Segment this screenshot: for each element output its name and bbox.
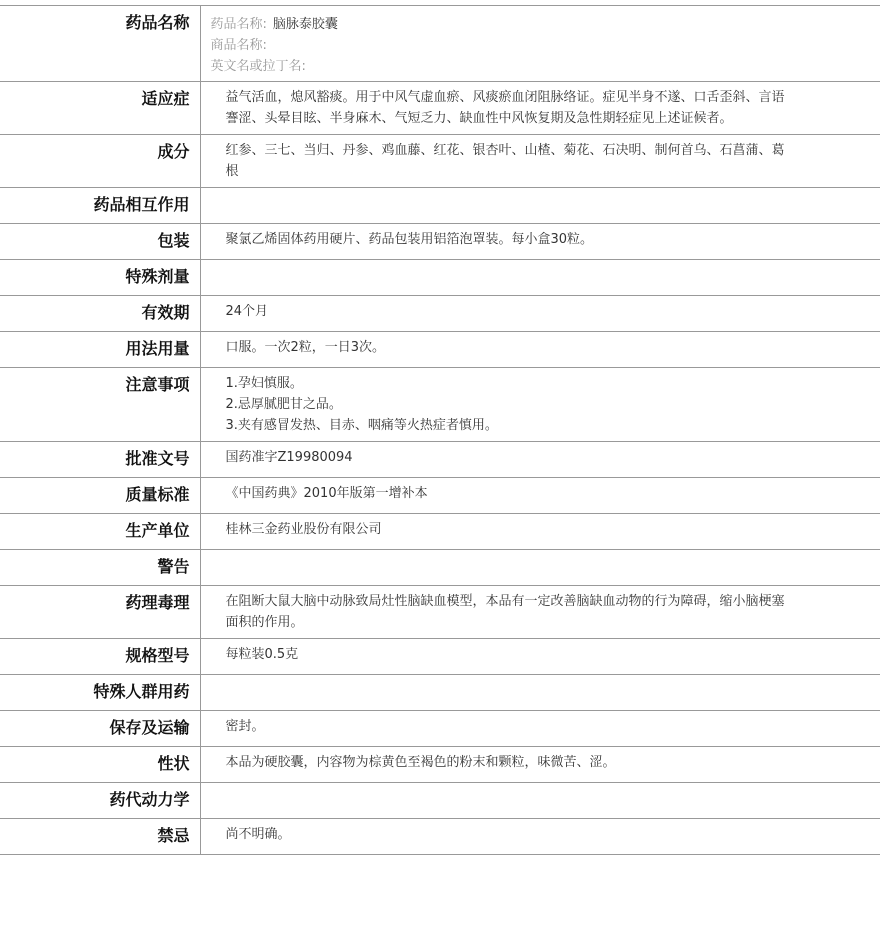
drug-info-rows	[0, 6, 880, 855]
info-row	[0, 586, 880, 639]
field-label: 有效期	[0, 296, 200, 332]
field-value	[200, 224, 880, 260]
info-row	[0, 747, 880, 783]
value-line: 聚氯乙烯固体药用硬片、药品包装用铝箔泡罩装。每小盒30粒。	[225, 232, 594, 247]
info-row	[0, 296, 880, 332]
field-label: 禁忌	[0, 819, 200, 855]
field-label: 注意事项	[0, 368, 200, 442]
name-line-value: 脑脉泰胶囊	[272, 17, 338, 32]
value-line: 红参、三七、当归、丹参、鸡血藤、红花、银杏叶、山楂、菊花、石决明、制何首乌、石菖蒲、葛根	[225, 143, 785, 179]
field-label: 性状	[0, 747, 200, 783]
info-row	[0, 6, 880, 82]
info-row	[0, 514, 880, 550]
info-row	[0, 442, 880, 478]
info-row	[0, 82, 880, 135]
value-line: 桂林三金药业股份有限公司	[225, 522, 382, 537]
field-label: 用法用量	[0, 332, 200, 368]
info-row	[0, 260, 880, 296]
field-label: 批准文号	[0, 442, 200, 478]
info-row	[0, 819, 880, 855]
empty-value	[226, 555, 786, 576]
field-label: 成分	[0, 135, 200, 188]
field-value	[200, 188, 880, 224]
value-line: 2.忌厚腻肥甘之品。	[225, 397, 342, 412]
value-line: 每粒装0.5克	[225, 647, 299, 662]
field-label: 包装	[0, 224, 200, 260]
name-line	[211, 56, 871, 77]
name-line-label: 药品名称:	[210, 17, 267, 32]
field-value	[200, 639, 880, 675]
field-value	[200, 6, 880, 82]
name-line-label: 英文名或拉丁名:	[210, 59, 306, 74]
field-value	[200, 260, 880, 296]
field-label: 警告	[0, 550, 200, 586]
field-label: 药理毒理	[0, 586, 200, 639]
field-value	[200, 135, 880, 188]
name-line	[211, 35, 871, 56]
field-value	[200, 711, 880, 747]
field-label: 适应症	[0, 82, 200, 135]
field-label: 生产单位	[0, 514, 200, 550]
value-line: 在阻断大鼠大脑中动脉致局灶性脑缺血模型，本品有一定改善脑缺血动物的行为障碍，缩小脑梗塞面积的作用。	[225, 594, 785, 630]
drug-info-table	[0, 5, 880, 855]
value-line: 《中国药典》2010年版第一增补本	[225, 486, 428, 501]
value-line: 益气活血，熄风豁痰。用于中风气虚血瘀、风痰瘀血闭阻脉络证。症见半身不遂、口舌歪斜、言语謇涩、头晕目眩、半身麻木、气短乏力、缺血性中风恢复期及急性期轻症见上述证候者。	[225, 90, 785, 126]
info-row	[0, 783, 880, 819]
value-line: 本品为硬胶囊，内容物为棕黄色至褐色的粉末和颗粒，味微苦、涩。	[225, 755, 616, 770]
field-label: 保存及运输	[0, 711, 200, 747]
field-label: 特殊剂量	[0, 260, 200, 296]
field-label: 药品名称	[0, 6, 200, 82]
info-row	[0, 135, 880, 188]
field-value	[200, 82, 880, 135]
info-row	[0, 188, 880, 224]
field-label: 规格型号	[0, 639, 200, 675]
info-row	[0, 550, 880, 586]
info-row	[0, 639, 880, 675]
field-value	[200, 747, 880, 783]
field-value	[200, 783, 880, 819]
field-label: 质量标准	[0, 478, 200, 514]
name-line	[211, 14, 871, 35]
value-line: 口服。一次2粒，一日3次。	[225, 340, 386, 355]
info-row	[0, 224, 880, 260]
field-value	[200, 586, 880, 639]
field-label: 药品相互作用	[0, 188, 200, 224]
info-row	[0, 478, 880, 514]
info-row	[0, 368, 880, 442]
field-value	[200, 478, 880, 514]
field-value	[200, 442, 880, 478]
empty-value	[226, 680, 786, 701]
field-value	[200, 675, 880, 711]
field-value	[200, 514, 880, 550]
info-row	[0, 675, 880, 711]
empty-value	[226, 265, 786, 286]
value-line: 24个月	[225, 304, 269, 319]
field-value	[200, 296, 880, 332]
value-line: 3.夹有感冒发热、目赤、咽痛等火热症者慎用。	[225, 418, 498, 433]
info-row	[0, 711, 880, 747]
field-value	[200, 550, 880, 586]
value-line: 尚不明确。	[225, 827, 291, 842]
empty-value	[226, 788, 786, 809]
name-line-label: 商品名称:	[210, 38, 267, 53]
value-line: 1.孕妇慎服。	[225, 376, 303, 391]
field-label: 药代动力学	[0, 783, 200, 819]
empty-value	[226, 193, 786, 214]
value-line: 国药准字Z19980094	[225, 450, 353, 465]
field-value	[200, 819, 880, 855]
field-value	[200, 332, 880, 368]
value-line: 密封。	[225, 719, 265, 734]
field-value	[200, 368, 880, 442]
info-row	[0, 332, 880, 368]
field-label: 特殊人群用药	[0, 675, 200, 711]
